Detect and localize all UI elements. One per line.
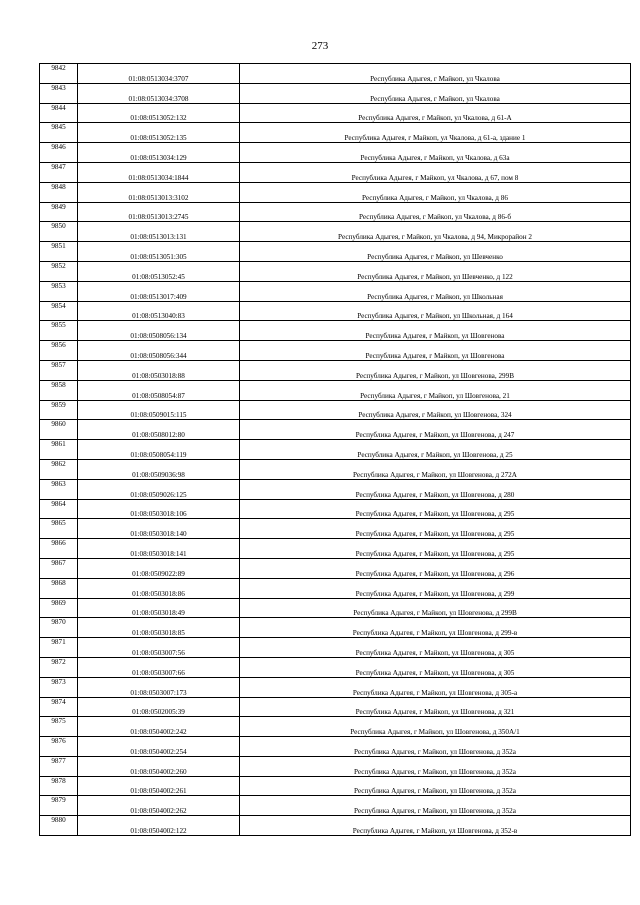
row-number-cell: 9870: [40, 618, 78, 638]
row-number-cell: 9875: [40, 717, 78, 737]
cadastral-number-cell: 01:08:0508054:119: [78, 440, 240, 460]
cadastral-number-cell: 01:08:0503018:141: [78, 539, 240, 559]
table-row: [40, 420, 631, 440]
row-number-cell: 9876: [40, 737, 78, 757]
address-cell: Республика Адыгея, г Майкоп, ул Шовгенова, д 272А: [240, 459, 631, 479]
table-row: [40, 598, 631, 618]
table-row: [40, 697, 631, 717]
address-cell: Республика Адыгея, г Майкоп, ул Шовгенова, д 305-а: [240, 677, 631, 697]
cadastral-number-cell: 01:08:0503018:88: [78, 360, 240, 380]
cadastral-number-cell: 01:08:0513017:409: [78, 281, 240, 301]
cadastral-number-cell: 01:08:0503018:85: [78, 618, 240, 638]
row-number-cell: 9851: [40, 242, 78, 262]
row-number-cell: 9845: [40, 123, 78, 143]
row-number-cell: 9866: [40, 539, 78, 559]
row-number-cell: 9865: [40, 519, 78, 539]
address-cell: Республика Адыгея, г Майкоп, ул Чкалова, д 61-а, здание 1: [240, 123, 631, 143]
address-cell: Республика Адыгея, г Майкоп, ул Шовгенова, д 305: [240, 657, 631, 677]
cadastral-number-cell: 01:08:0502005:39: [78, 697, 240, 717]
cadastral-number-cell: 01:08:0508056:134: [78, 321, 240, 341]
row-number-cell: 9877: [40, 756, 78, 776]
address-cell: Республика Адыгея, г Майкоп, ул Шовгенова, д 352а: [240, 776, 631, 796]
table-row: [40, 440, 631, 460]
address-cell: Республика Адыгея, г Майкоп, ул Чкалова, д 61-А: [240, 103, 631, 123]
address-cell: Республика Адыгея, г Майкоп, ул Чкалова: [240, 83, 631, 103]
table-row: [40, 360, 631, 380]
table-row: [40, 242, 631, 262]
row-number-cell: 9868: [40, 578, 78, 598]
row-number-cell: 9878: [40, 776, 78, 796]
address-cell: Республика Адыгея, г Майкоп, ул Шовгенова, д 295: [240, 499, 631, 519]
address-cell: Республика Адыгея, г Майкоп, ул Шовгенова, д 280: [240, 479, 631, 499]
table-row: [40, 123, 631, 143]
address-cell: Республика Адыгея, г Майкоп, ул Шовгенова, д 299В: [240, 598, 631, 618]
row-number-cell: 9855: [40, 321, 78, 341]
cadastral-number-cell: 01:08:0513034:3708: [78, 83, 240, 103]
cadastral-number-cell: 01:08:0504002:122: [78, 816, 240, 836]
row-number-cell: 9859: [40, 400, 78, 420]
cadastral-number-cell: 01:08:0508054:87: [78, 380, 240, 400]
cadastral-number-cell: 01:08:0503018:86: [78, 578, 240, 598]
cadastral-number-cell: 01:08:0513013:2745: [78, 202, 240, 222]
cadastral-number-cell: 01:08:0513052:132: [78, 103, 240, 123]
address-cell: Республика Адыгея, г Майкоп, ул Шовгенова, д 352а: [240, 756, 631, 776]
row-number-cell: 9861: [40, 440, 78, 460]
address-cell: Республика Адыгея, г Майкоп, ул Шовгенова, 21: [240, 380, 631, 400]
cadastral-number-cell: 01:08:0513034:129: [78, 143, 240, 163]
table-row: [40, 479, 631, 499]
cadastral-number-cell: 01:08:0513052:135: [78, 123, 240, 143]
table-row: [40, 737, 631, 757]
table-row: [40, 657, 631, 677]
cadastral-number-cell: 01:08:0513051:305: [78, 242, 240, 262]
row-number-cell: 9871: [40, 638, 78, 658]
cadastral-number-cell: 01:08:0513034:3707: [78, 64, 240, 84]
address-cell: Республика Адыгея, г Майкоп, ул Шовгенова, д 247: [240, 420, 631, 440]
table-row: [40, 281, 631, 301]
table-row: [40, 301, 631, 321]
table-row: [40, 796, 631, 816]
table-row: [40, 558, 631, 578]
table-row: [40, 618, 631, 638]
address-cell: Республика Адыгея, г Майкоп, ул Чкалова, д 63а: [240, 143, 631, 163]
table-row: [40, 261, 631, 281]
row-number-cell: 9869: [40, 598, 78, 618]
address-cell: Республика Адыгея, г Майкоп, ул Шовгенова, 299В: [240, 360, 631, 380]
address-cell: Республика Адыгея, г Майкоп, ул Шовгенова, д 352а: [240, 737, 631, 757]
row-number-cell: 9847: [40, 162, 78, 182]
row-number-cell: 9880: [40, 816, 78, 836]
row-number-cell: 9846: [40, 143, 78, 163]
table-row: [40, 776, 631, 796]
address-cell: Республика Адыгея, г Майкоп, ул Шовгенова: [240, 321, 631, 341]
table-row: [40, 341, 631, 361]
row-number-cell: 9849: [40, 202, 78, 222]
row-number-cell: 9862: [40, 459, 78, 479]
address-cell: Республика Адыгея, г Майкоп, ул Шовгенова, д 25: [240, 440, 631, 460]
registry-table-body: [40, 64, 631, 836]
address-cell: Республика Адыгея, г Майкоп, ул Шовгенова: [240, 341, 631, 361]
cadastral-number-cell: 01:08:0508012:80: [78, 420, 240, 440]
cadastral-number-cell: 01:08:0508056:344: [78, 341, 240, 361]
address-cell: Республика Адыгея, г Майкоп, ул Шовгенова, д 305: [240, 638, 631, 658]
row-number-cell: 9850: [40, 222, 78, 242]
row-number-cell: 9873: [40, 677, 78, 697]
address-cell: Республика Адыгея, г Майкоп, ул Шовгенова, д 352-в: [240, 816, 631, 836]
row-number-cell: 9842: [40, 64, 78, 84]
address-cell: Республика Адыгея, г Майкоп, ул Школьная, д 164: [240, 301, 631, 321]
table-row: [40, 638, 631, 658]
address-cell: Республика Адыгея, г Майкоп, ул Чкалова, д 86: [240, 182, 631, 202]
table-row: [40, 83, 631, 103]
table-row: [40, 717, 631, 737]
table-row: [40, 578, 631, 598]
cadastral-number-cell: 01:08:0509015:115: [78, 400, 240, 420]
row-number-cell: 9872: [40, 657, 78, 677]
address-cell: Республика Адыгея, г Майкоп, ул Чкалова, д 94, Микрорайон 2: [240, 222, 631, 242]
cadastral-number-cell: 01:08:0513034:1844: [78, 162, 240, 182]
cadastral-number-cell: 01:08:0503007:173: [78, 677, 240, 697]
cadastral-number-cell: 01:08:0504002:262: [78, 796, 240, 816]
cadastral-number-cell: 01:08:0504002:260: [78, 756, 240, 776]
table-row: [40, 756, 631, 776]
table-row: [40, 499, 631, 519]
cadastral-number-cell: 01:08:0509026:125: [78, 479, 240, 499]
address-cell: Республика Адыгея, г Майкоп, ул Чкалова, д 86-б: [240, 202, 631, 222]
address-cell: Республика Адыгея, г Майкоп, ул Шовгенова, д 296: [240, 558, 631, 578]
row-number-cell: 9874: [40, 697, 78, 717]
address-cell: Республика Адыгея, г Майкоп, ул Школьная: [240, 281, 631, 301]
address-cell: Республика Адыгея, г Майкоп, ул Шовгенова, д 321: [240, 697, 631, 717]
table-row: [40, 222, 631, 242]
row-number-cell: 9860: [40, 420, 78, 440]
address-cell: Республика Адыгея, г Майкоп, ул Шевченко: [240, 242, 631, 262]
table-row: [40, 816, 631, 836]
table-row: [40, 162, 631, 182]
cadastral-number-cell: 01:08:0503007:66: [78, 657, 240, 677]
cadastral-number-cell: 01:08:0503018:106: [78, 499, 240, 519]
table-row: [40, 380, 631, 400]
row-number-cell: 9856: [40, 341, 78, 361]
row-number-cell: 9852: [40, 261, 78, 281]
page-number: 273: [311, 40, 329, 52]
cadastral-number-cell: 01:08:0504002:242: [78, 717, 240, 737]
cadastral-number-cell: 01:08:0513052:45: [78, 261, 240, 281]
address-cell: Республика Адыгея, г Майкоп, ул Шовгенова, д 350А/1: [240, 717, 631, 737]
address-cell: Республика Адыгея, г Майкоп, ул Чкалова, д 67, пом 8: [240, 162, 631, 182]
table-row: [40, 459, 631, 479]
row-number-cell: 9853: [40, 281, 78, 301]
cadastral-number-cell: 01:08:0503018:140: [78, 519, 240, 539]
address-cell: Республика Адыгея, г Майкоп, ул Шевченко, д 122: [240, 261, 631, 281]
address-cell: Республика Адыгея, г Майкоп, ул Шовгенова, д 299-в: [240, 618, 631, 638]
cadastral-number-cell: 01:08:0513013:3102: [78, 182, 240, 202]
address-cell: Республика Адыгея, г Майкоп, ул Шовгенова, 324: [240, 400, 631, 420]
table-row: [40, 321, 631, 341]
row-number-cell: 9857: [40, 360, 78, 380]
row-number-cell: 9848: [40, 182, 78, 202]
address-cell: Республика Адыгея, г Майкоп, ул Шовгенова, д 295: [240, 519, 631, 539]
address-cell: Республика Адыгея, г Майкоп, ул Шовгенова, д 352а: [240, 796, 631, 816]
row-number-cell: 9843: [40, 83, 78, 103]
cadastral-number-cell: 01:08:0503007:56: [78, 638, 240, 658]
cadastral-number-cell: 01:08:0509036:98: [78, 459, 240, 479]
cadastral-number-cell: 01:08:0509022:89: [78, 558, 240, 578]
table-row: [40, 143, 631, 163]
address-cell: Республика Адыгея, г Майкоп, ул Чкалова: [240, 64, 631, 84]
table-row: [40, 400, 631, 420]
cadastral-number-cell: 01:08:0504002:254: [78, 737, 240, 757]
cadastral-number-cell: 01:08:0503018:49: [78, 598, 240, 618]
cadastral-number-cell: 01:08:0513040:83: [78, 301, 240, 321]
table-row: [40, 539, 631, 559]
table-row: [40, 64, 631, 84]
registry-table: [39, 63, 631, 836]
row-number-cell: 9863: [40, 479, 78, 499]
row-number-cell: 9854: [40, 301, 78, 321]
row-number-cell: 9879: [40, 796, 78, 816]
table-row: [40, 182, 631, 202]
cadastral-number-cell: 01:08:0513013:131: [78, 222, 240, 242]
row-number-cell: 9867: [40, 558, 78, 578]
table-row: [40, 677, 631, 697]
address-cell: Республика Адыгея, г Майкоп, ул Шовгенова, д 299: [240, 578, 631, 598]
table-row: [40, 202, 631, 222]
row-number-cell: 9858: [40, 380, 78, 400]
row-number-cell: 9864: [40, 499, 78, 519]
table-row: [40, 519, 631, 539]
row-number-cell: 9844: [40, 103, 78, 123]
address-cell: Республика Адыгея, г Майкоп, ул Шовгенова, д 295: [240, 539, 631, 559]
cadastral-number-cell: 01:08:0504002:261: [78, 776, 240, 796]
table-row: [40, 103, 631, 123]
